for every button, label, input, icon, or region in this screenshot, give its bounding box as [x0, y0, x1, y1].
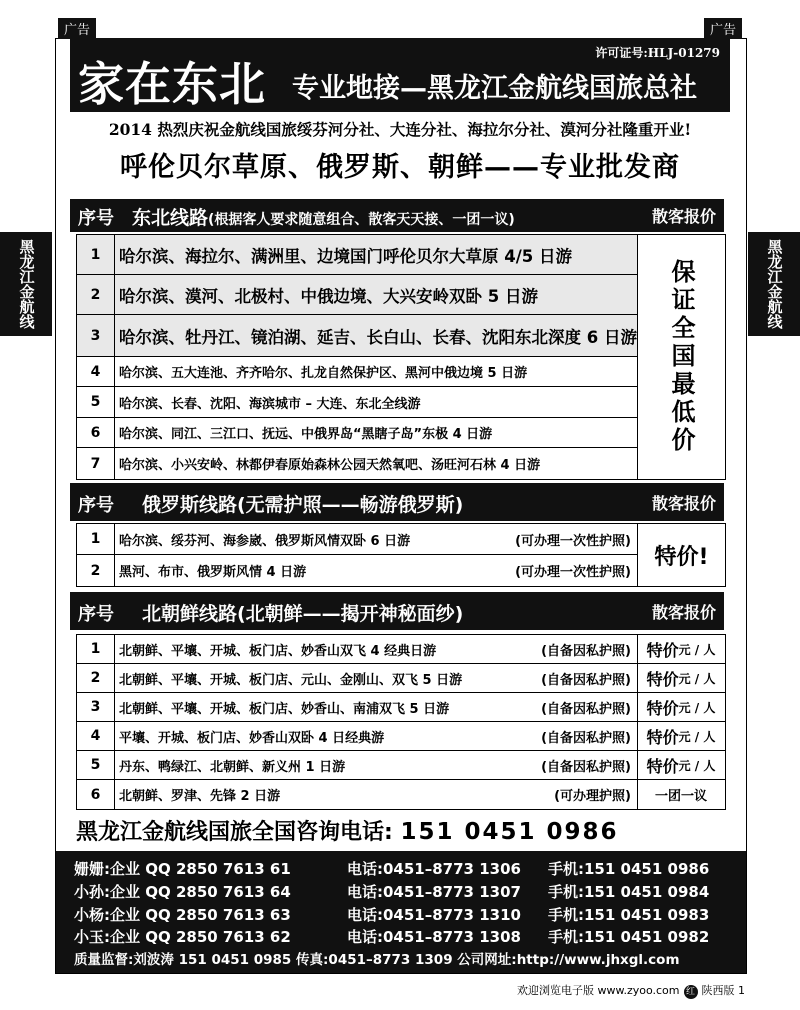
price-cell: 特价 元 / 人: [637, 664, 725, 693]
table-row[interactable]: 5 丹东、鸭绿江、北朝鲜、新义州 1 日游 (自备因私护照): [77, 751, 637, 780]
price-cell: 特价 元 / 人: [637, 751, 725, 780]
side-label-left: 黑龙江金航线: [0, 232, 52, 336]
russia-num-label: 序号: [78, 495, 114, 516]
special-price-cell: [637, 524, 725, 586]
contact-mobile[interactable]: 手机:151 0451 0984: [548, 883, 710, 901]
table-row[interactable]: 4 平壤、开城、板门店、妙香山双卧 4 日经典游 (自备因私护照): [77, 722, 637, 751]
page-footer: [400, 982, 745, 999]
banner-headline: 家在东北: [78, 57, 266, 111]
special-price: 特价!: [654, 544, 709, 570]
wholesale-heading: 呼伦贝尔草原、俄罗斯、朝鲜——专业批发商: [120, 152, 680, 183]
table-row[interactable]: 6 北朝鲜、罗津、先锋 2 日游 (可办理护照): [77, 780, 637, 809]
korea-price-label: 散客报价: [651, 603, 716, 622]
contact-qq[interactable]: 姗姗:企业 QQ 2850 7613 61: [74, 860, 291, 878]
table-row[interactable]: 1 北朝鲜、平壤、开城、板门店、妙香山双飞 4 经典日游 (自备因私护照): [77, 635, 637, 664]
guarantee-text: 保证全国最低价: [667, 259, 695, 455]
northeast-table: [76, 234, 726, 480]
table-row[interactable]: 2 北朝鲜、平壤、开城、板门店、元山、金刚山、双飞 5 日游 (自备因私护照): [77, 664, 637, 693]
header-banner: [70, 38, 730, 112]
korea-title: 北朝鲜线路(北朝鲜——揭开神秘面纱): [142, 603, 464, 625]
contact-tel[interactable]: 电话:0451–8773 1307: [347, 883, 521, 901]
footer-site-text[interactable]: 欢迎浏览电子版 www.zyoo.com: [516, 984, 680, 997]
contact-qq[interactable]: 小玉:企业 QQ 2850 7613 62: [74, 928, 291, 946]
contact-tel[interactable]: 电话:0451–8773 1310: [347, 906, 521, 924]
side-label-right: 黑龙江金航线: [748, 232, 800, 336]
national-hotline-label: 黑龙江金航线国旅全国咨询电话:: [76, 820, 393, 845]
quality-supervision-line: 质量监督:刘波涛 151 0451 0985 传真:0451–8773 1309 公司网址:http://www.jhxgl.com: [74, 952, 680, 968]
northeast-num-label: 序号: [78, 208, 114, 229]
russia-price-label: 散客报价: [651, 494, 716, 513]
price-cell: 特价 元 / 人: [637, 635, 725, 664]
table-row[interactable]: 7 哈尔滨、小兴安岭、林都伊春原始森林公园天然氧吧、汤旺河石林 4 日游: [77, 448, 637, 479]
logo-icon: 红: [684, 985, 698, 999]
contact-panel: [56, 851, 746, 973]
ad-tag-left: 广告: [58, 18, 96, 39]
contact-mobile[interactable]: 手机:151 0451 0982: [548, 928, 710, 946]
northeast-title: 东北线路(根据客人要求随意组合、散客天天接、一团一议): [132, 207, 515, 229]
table-row[interactable]: 5 哈尔滨、长春、沈阳、海滨城市 – 大连、东北全线游: [77, 387, 637, 418]
northeast-header: [70, 199, 724, 232]
contact-tel[interactable]: 电话:0451–8773 1308: [347, 928, 521, 946]
table-row[interactable]: 6 哈尔滨、同江、三江口、抚远、中俄界岛“黑瞎子岛”东极 4 日游: [77, 418, 637, 448]
celebration-text: 2014 热烈庆祝金航线国旅绥芬河分社、大连分社、海拉尔分社、漠河分社隆重开业!: [108, 120, 692, 139]
northeast-price-label: 散客报价: [651, 207, 716, 226]
northeast-note: (根据客人要求随意组合、散客天天接、一团一议): [208, 212, 515, 228]
russia-table: [76, 523, 726, 587]
ad-tag-right: 广告: [704, 18, 742, 39]
russia-title: 俄罗斯线路(无需护照——畅游俄罗斯): [142, 494, 464, 516]
table-row[interactable]: 1 哈尔滨、海拉尔、满洲里、边境国门呼伦贝尔大草原 4/5 日游: [77, 235, 637, 275]
contact-tel[interactable]: 电话:0451–8773 1306: [347, 860, 521, 878]
contact-qq[interactable]: 小孙:企业 QQ 2850 7613 64: [74, 883, 291, 901]
table-row[interactable]: 2 黑河、布市、俄罗斯风情 4 日游 (可办理一次性护照): [77, 555, 637, 586]
table-row[interactable]: 2 哈尔滨、漠河、北极村、中俄边境、大兴安岭双卧 5 日游: [77, 275, 637, 315]
table-row[interactable]: 4 哈尔滨、五大连池、齐齐哈尔、扎龙自然保护区、黑河中俄边境 5 日游: [77, 357, 637, 387]
contact-mobile[interactable]: 手机:151 0451 0983: [548, 906, 710, 924]
price-cell: 特价 元 / 人: [637, 722, 725, 751]
table-row[interactable]: 3 北朝鲜、平壤、开城、板门店、妙香山、南浦双飞 5 日游 (自备因私护照): [77, 693, 637, 722]
table-row[interactable]: 3 哈尔滨、牡丹江、镜泊湖、延吉、长白山、长春、沈阳东北深度 6 日游: [77, 315, 637, 357]
price-cell: 特价 元 / 人: [637, 693, 725, 722]
contact-mobile[interactable]: 手机:151 0451 0986: [548, 860, 710, 878]
license-number: 许可证号:HLJ-01279: [595, 46, 720, 60]
contact-qq[interactable]: 小杨:企业 QQ 2850 7613 63: [74, 906, 291, 924]
korea-table: [76, 634, 726, 810]
national-hotline: [76, 815, 726, 846]
national-hotline-number[interactable]: 151 0451 0986: [400, 819, 619, 845]
footer-edition: 陕西版 1: [701, 984, 745, 997]
guarantee-price-cell: [637, 235, 725, 479]
korea-header: [70, 592, 724, 630]
price-cell: 一团一议: [654, 789, 707, 804]
korea-num-label: 序号: [78, 604, 114, 625]
russia-header: [70, 483, 724, 521]
banner-subline: 专业地接—黑龙江金航线国旅总社: [292, 73, 697, 104]
table-row[interactable]: 1 哈尔滨、绥芬河、海参崴、俄罗斯风情双卧 6 日游 (可办理一次性护照): [77, 524, 637, 555]
